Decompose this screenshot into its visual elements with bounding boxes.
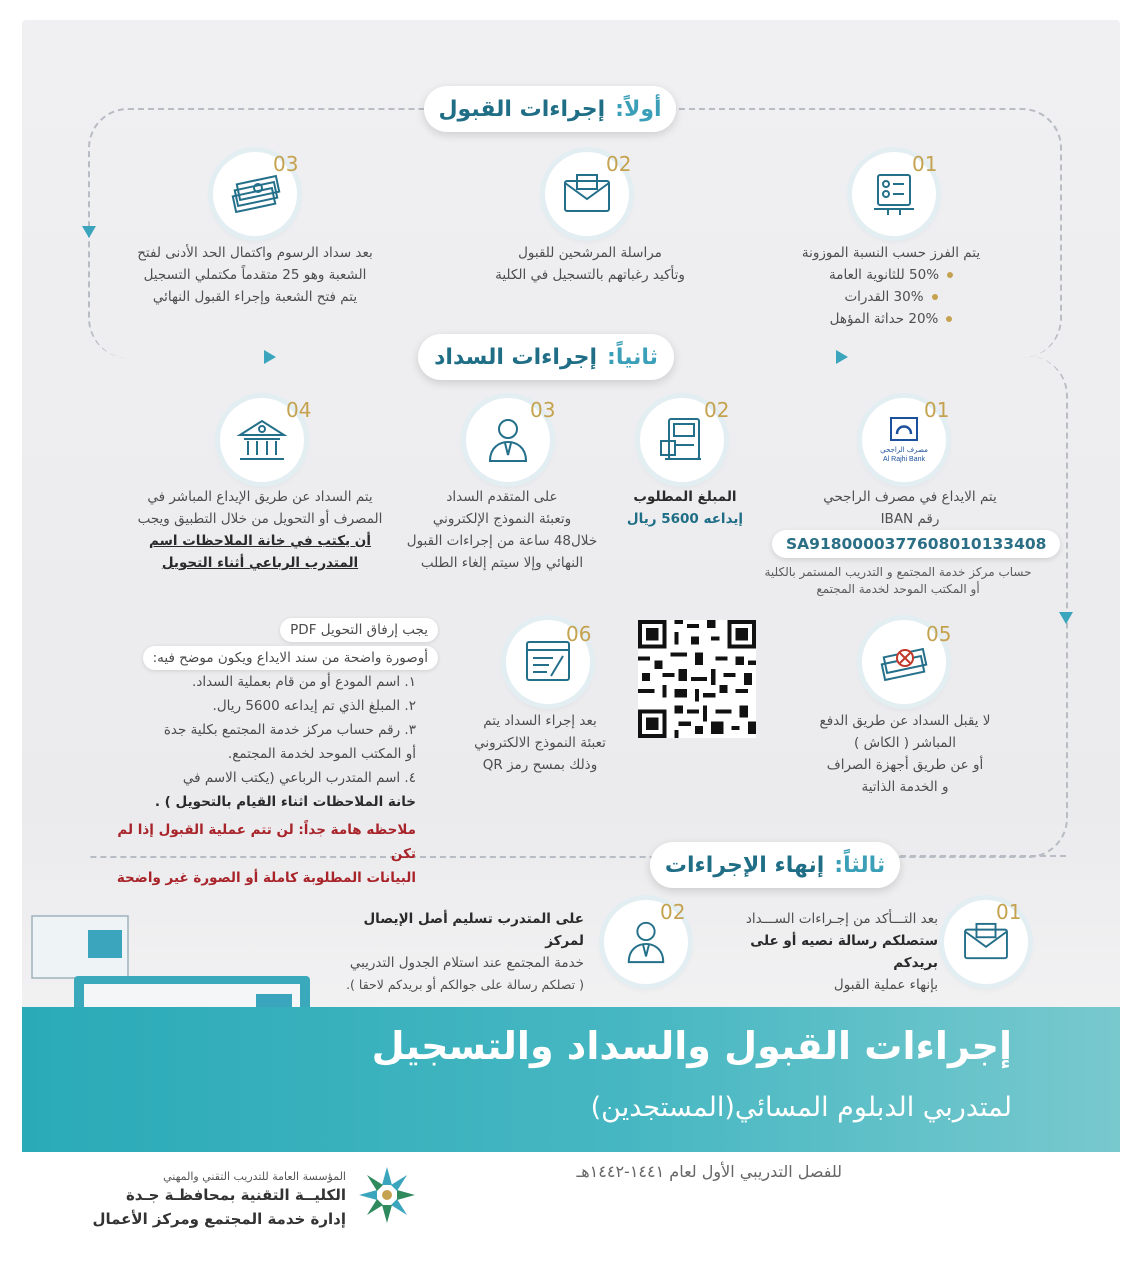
text-line: يتم الايداع في مصرف الراجحي <box>823 489 997 505</box>
payment-step-3-text <box>392 486 612 574</box>
flow-arrow <box>836 350 848 364</box>
admission-step-2-text <box>470 242 710 286</box>
requirement-item: ٣. رقم حساب مركز خدمة المجتمع بكلية جدة <box>163 722 416 738</box>
text-line: إيداعه 5600 ريال <box>626 511 744 527</box>
transfer-requirements <box>100 618 438 890</box>
underlined-line: أن يكتب في خانة الملاحظات اسم <box>149 533 371 549</box>
qr-code[interactable] <box>638 620 756 738</box>
bank-building-icon <box>236 415 288 465</box>
payment-step-1-number: 01 <box>924 398 950 422</box>
text-line: وذلك بمسح رمز QR <box>482 757 598 773</box>
text-line: على المتدرب تسليم أصل الإيصال لمركز <box>363 911 584 949</box>
underlined-line: المتدرب الرباعي أثناء التحويل <box>161 555 359 571</box>
section-1-prefix: أولاً: <box>615 96 662 122</box>
text-line: حساب مركز خدمة المجتمع و التدريب المستمر بالكلية <box>764 565 1032 579</box>
text-line: بعد التـــأكد من إجـراءات الســـداد <box>745 911 938 927</box>
money-stack-icon <box>228 174 282 214</box>
attach-requirement <box>100 618 438 642</box>
admission-step-1-text <box>786 242 996 330</box>
warning-line: ملاحظه هامة جداً: لن تتم عملية القبول إذا لم تكن <box>117 822 416 862</box>
warning-line: البيانات المطلوبة كاملة أو الصورة غير واضحة <box>116 870 416 886</box>
payment-step-6-number: 06 <box>566 622 592 646</box>
payment-step-4-number: 04 <box>286 398 312 422</box>
requirement-item: ٢. المبلغ الذي تم إيداعه 5600 ريال. <box>212 698 416 714</box>
payment-step-5-text <box>800 710 1010 798</box>
flow-frame-3 <box>880 855 1066 867</box>
text-line: بعد سداد الرسوم واكتمال الحد الأدنى لفتح <box>137 245 373 261</box>
bank-logo-english: Al Rajhi Bank <box>882 456 926 463</box>
photo-chip: أوصورة واضحة من سند الايداع ويكون موضح فيه: <box>143 646 438 670</box>
completion-step-1-number: 01 <box>996 900 1022 924</box>
payment-step-2-number: 02 <box>704 398 730 422</box>
completion-step-1-text <box>706 908 938 996</box>
text-line: يتم الفرز حسب النسبة الموزونة <box>801 245 981 261</box>
term-label: للفصل التدريبي الأول لعام ١٤٤١-١٤٤٢هـ <box>576 1162 842 1181</box>
admission-step-3-text <box>105 242 405 308</box>
envelope-icon <box>961 922 1011 962</box>
bank-logo-mark-icon <box>889 416 919 442</box>
requirement-item: خانة الملاحظات اثناء القيام بالتحويل ) . <box>154 794 416 810</box>
photo-requirement <box>100 646 438 670</box>
flow-arrow <box>1059 612 1073 624</box>
requirement-item: ٤. اسم المتدرب الرباعي (يكتب الاسم في <box>182 770 416 786</box>
text-line: يتم فتح الشعبة وإجراء القبول النهائي <box>152 289 358 305</box>
banner-title: إجراءات القبول والسداد والتسجيل <box>371 1024 1012 1068</box>
admission-step-1-number: 01 <box>912 152 938 176</box>
org-line-3: إدارة خدمة المجتمع ومركز الأعمال <box>92 1210 346 1228</box>
admission-step-3-number: 03 <box>273 152 299 176</box>
completion-step-2-number: 02 <box>660 900 686 924</box>
text-line: خدمة المجتمع عند استلام الجدول التدريبي <box>349 955 584 971</box>
sorting-form-icon <box>868 171 920 217</box>
iban-number: SA9180000377608010133408 <box>772 530 1060 558</box>
payment-step-5-number: 05 <box>926 622 952 646</box>
text-line: المصرف أو التحويل من خلال التطبيق ويجب <box>137 511 383 527</box>
requirement-item: ١. اسم المودع أو من قام بعملية السداد. <box>192 674 416 690</box>
payment-step-6-text <box>440 710 640 776</box>
text-line: أو المكتب الموحد لخدمة المجتمع <box>816 582 980 596</box>
bullet-item: 50% للثانوية العامة <box>786 264 996 286</box>
attach-chip: يجب إرفاق التحويل PDF <box>280 618 438 642</box>
org-line-1: المؤسسة العامة للتدريب التقني والمهني <box>163 1170 346 1183</box>
no-cash-icon <box>877 640 931 684</box>
text-line: تعبئة النموذج الالكتروني <box>474 735 606 751</box>
section-3-title <box>650 842 900 888</box>
section-3-heading: إنهاء الإجراءات <box>664 852 825 878</box>
org-line-2: الكليــة التقنية بمحافظـة جـدة <box>125 1186 346 1204</box>
payment-step-4-text <box>110 486 410 574</box>
section-2-prefix: ثانياً: <box>607 344 658 370</box>
text-line: المباشر ( الكاش ) <box>854 735 956 751</box>
flow-arrow <box>264 350 276 364</box>
text-line: لا يقبل السداد عن طريق الدفع <box>819 713 991 729</box>
text-line: على المتقدم السداد <box>446 489 558 505</box>
section-1-heading: إجراءات القبول <box>438 96 606 122</box>
text-line: وتعبئة النموذج الإلكتروني <box>432 511 572 527</box>
section-2-title <box>418 334 674 380</box>
tvtc-logo <box>356 1164 418 1226</box>
text-line: أو عن طريق أجهزة الصراف <box>826 757 984 773</box>
text-line: يتم السداد عن طريق الإيداع المباشر في <box>147 489 373 505</box>
trainee-person-icon <box>623 918 669 966</box>
section-1-title <box>424 86 676 132</box>
text-line: بعد إجراء السداد يتم <box>483 713 597 729</box>
text-line: و الخدمة الذاتية <box>861 779 949 795</box>
payment-step-2-text <box>610 486 760 530</box>
atm-machine-icon <box>657 415 707 465</box>
text-line: خلال48 ساعة من إجراءات القبول <box>406 533 598 549</box>
bank-logo-arabic: مصرف الراجحي <box>880 446 928 454</box>
text-line: بإنهاء عملية القبول <box>833 977 938 993</box>
text-line: المبلغ المطلوب <box>633 489 737 505</box>
tvtc-logo-icon <box>356 1164 418 1226</box>
text-line: النهائي وإلا سيتم إلغاء الطلب <box>420 555 584 571</box>
completion-step-2-text <box>322 908 584 996</box>
text-line: وتأكيد رغباتهم بالتسجيل في الكلية <box>495 267 685 283</box>
text-line: مراسلة المرشحين للقبول <box>518 245 662 261</box>
bullet-item: 30% القدرات <box>786 286 996 308</box>
trainee-person-icon <box>484 415 532 465</box>
text-line: ستصلكم رسالة نصيه أو على بريدكم <box>750 933 938 971</box>
text-line: ( تصلكم رسالة على جوالكم أو بريدكم لاحقا ). <box>346 977 584 992</box>
account-note <box>760 564 1036 598</box>
requirement-item: أو المكتب الموحد لخدمة المجتمع. <box>227 746 416 762</box>
payment-step-1-text <box>800 486 1020 530</box>
flow-arrow <box>82 226 96 238</box>
alrajhi-bank-logo <box>880 416 928 464</box>
bullet-item: 20% حداثة المؤهل <box>786 308 996 330</box>
text-line: الشعبة وهو 25 متقدماً مكتملي التسجيل <box>143 267 367 283</box>
envelope-icon <box>561 173 613 215</box>
admission-step-2-number: 02 <box>606 152 632 176</box>
banner-subtitle: لمتدربي الدبلوم المسائي(المستجدين) <box>590 1092 1012 1123</box>
section-2-heading: إجراءات السداد <box>434 344 598 370</box>
payment-step-3-number: 03 <box>530 398 556 422</box>
section-3-prefix: ثالثاً: <box>834 852 886 878</box>
qr-code-icon <box>638 620 756 738</box>
text-line: رقم IBAN <box>880 511 940 527</box>
